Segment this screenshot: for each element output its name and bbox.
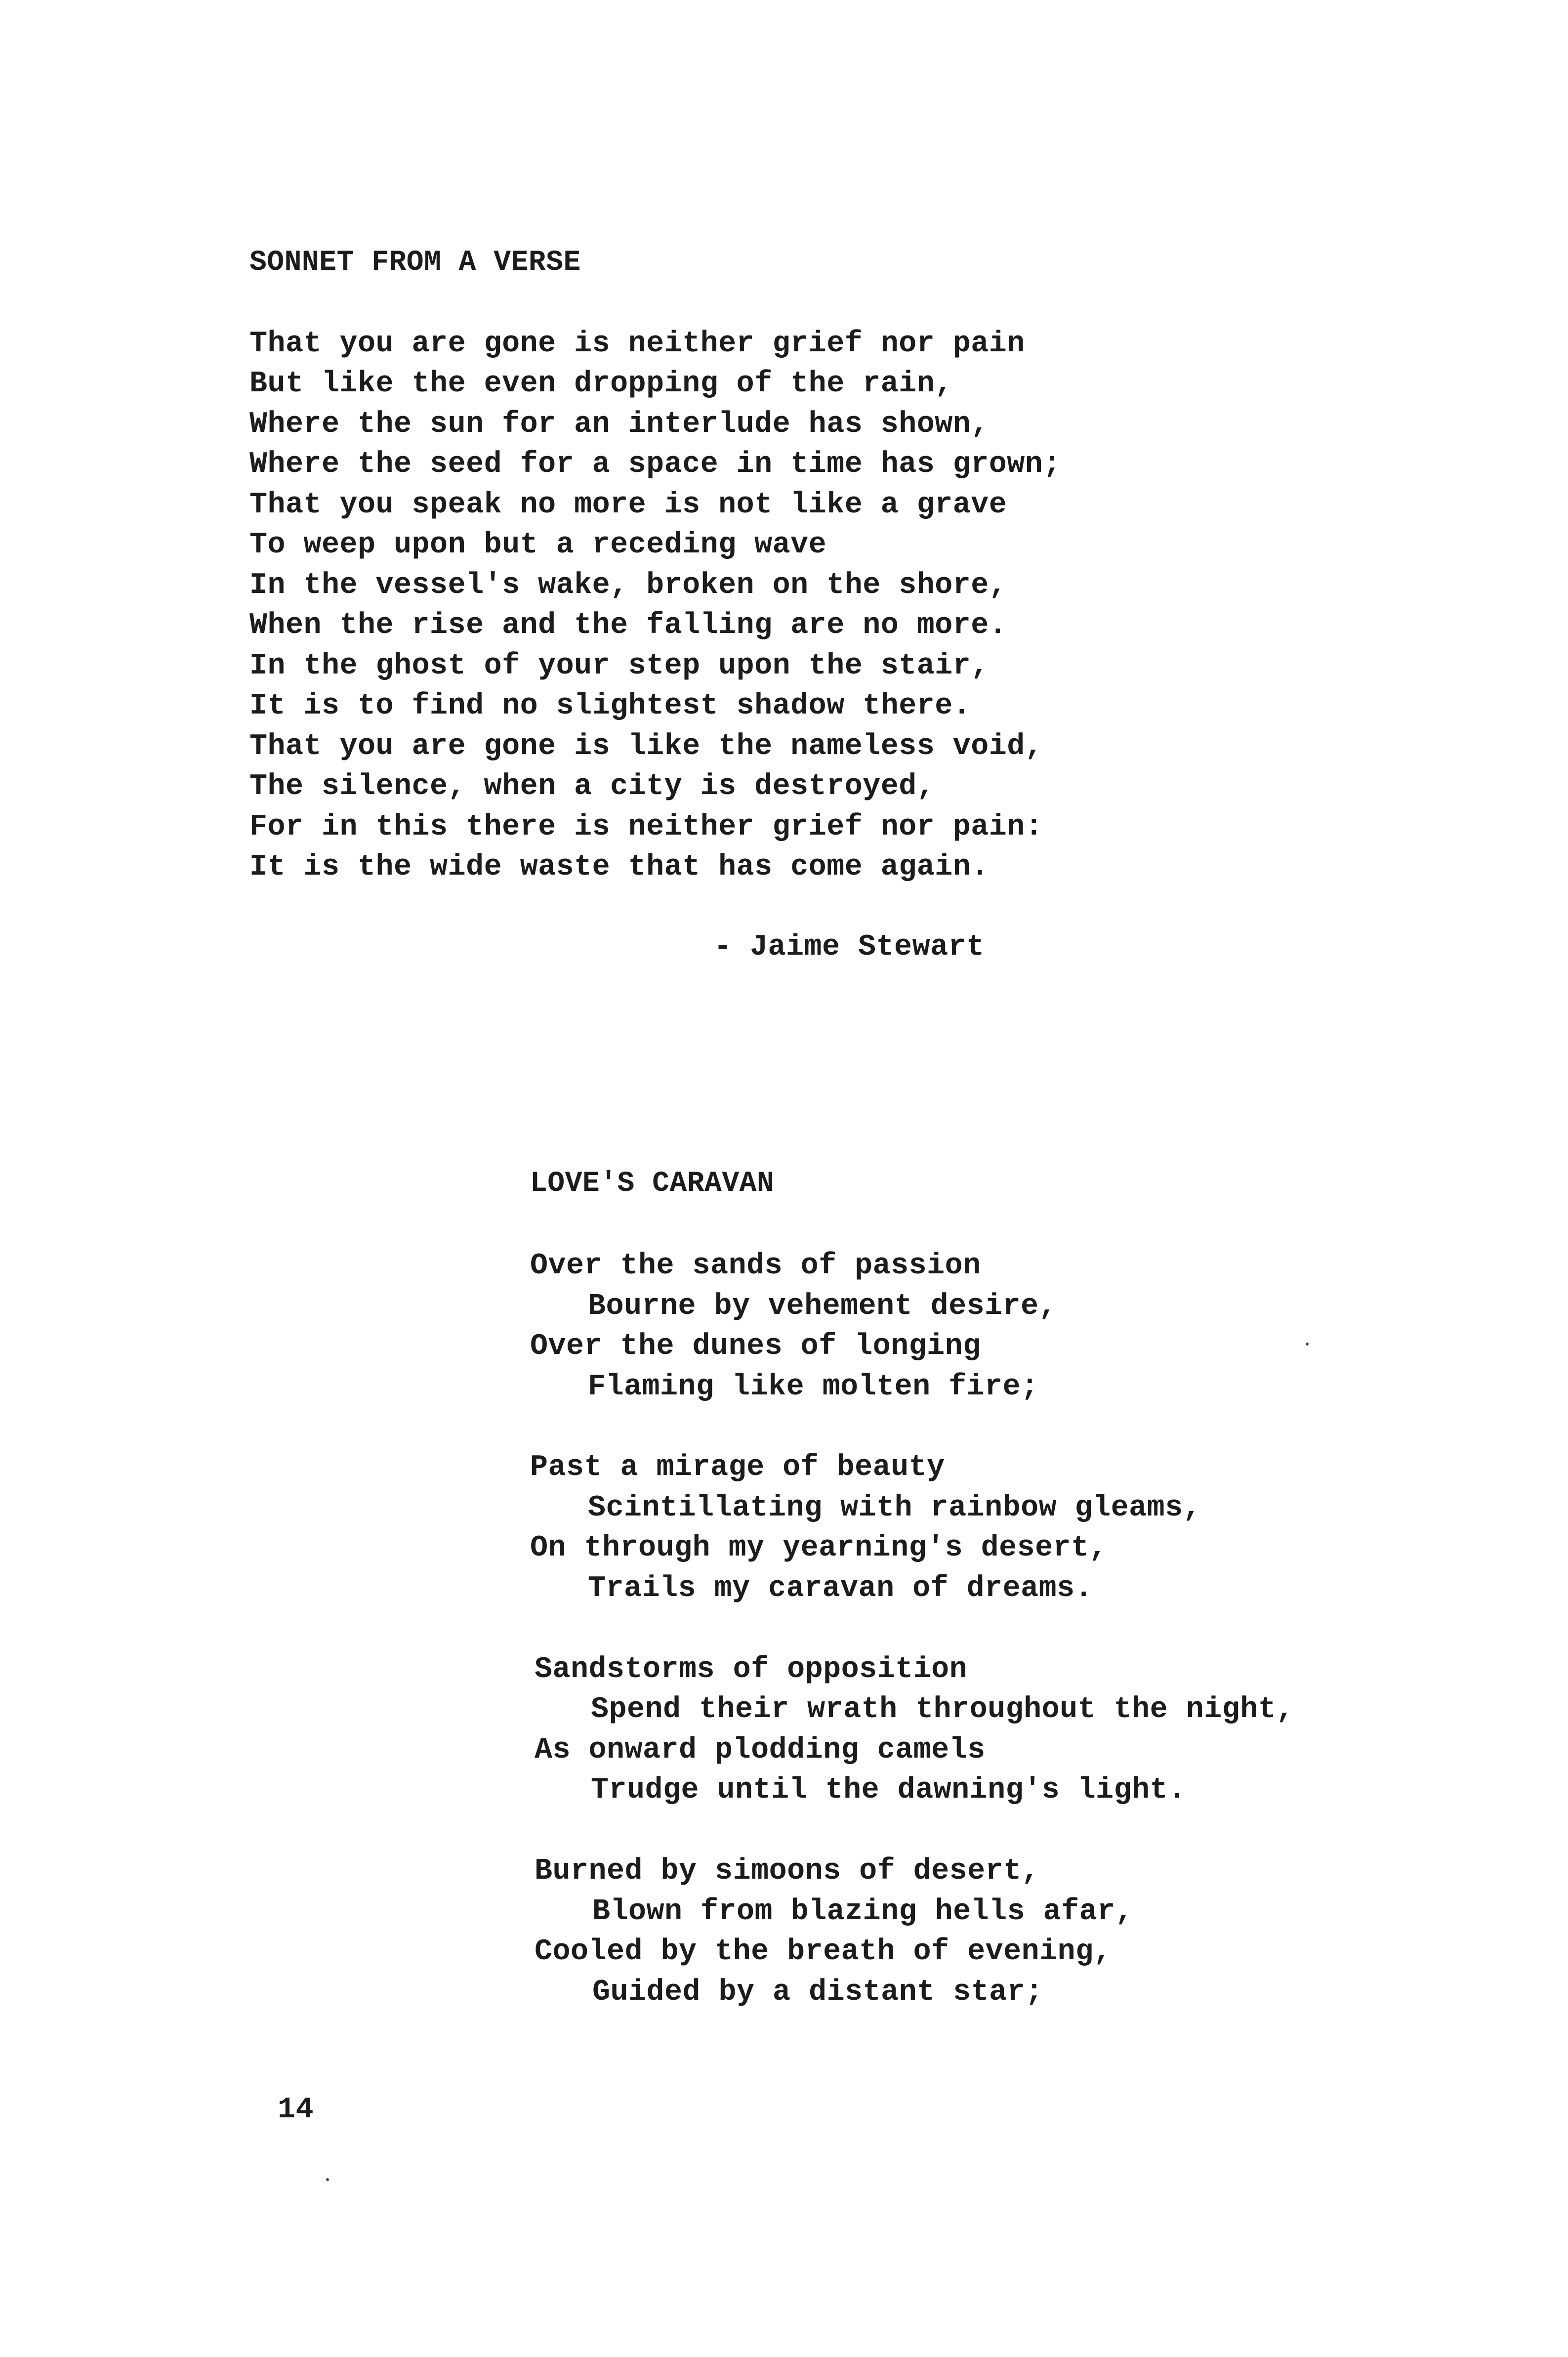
- poem-line: For in this there is neither grief nor pain:: [249, 810, 1043, 844]
- poem-line: That you are gone is neither grief nor pain: [249, 327, 1025, 361]
- poem-line: In the ghost of your step upon the stair,: [249, 649, 989, 683]
- poem-line: Spend their wrath throughout the night,: [591, 1693, 1294, 1726]
- poem-line: Bourne by vehement desire,: [588, 1290, 1057, 1323]
- poem-line: It is to find no slightest shadow there.: [249, 689, 971, 723]
- poem-line: The silence, when a city is destroyed,: [249, 770, 935, 803]
- poem-line: Blown from blazing hells afar,: [592, 1895, 1134, 1929]
- poem-line: Burned by simoons of desert,: [535, 1854, 1040, 1888]
- poem-line: Guided by a distant star;: [592, 1976, 1043, 2009]
- poem-line: Where the sun for an interlude has shown,: [249, 408, 989, 441]
- poem-line: Where the seed for a space in time has grown;: [249, 448, 1061, 481]
- poem-line: Past a mirage of beauty: [530, 1451, 945, 1484]
- poem-line: That you are gone is like the nameless void,: [249, 730, 1043, 763]
- poem-line: Cooled by the breath of evening,: [535, 1935, 1112, 1969]
- author-attribution: - Jaime Stewart: [714, 930, 985, 964]
- poem-line: Sandstorms of opposition: [535, 1653, 968, 1686]
- poem-line: Scintillating with rainbow gleams,: [588, 1491, 1201, 1525]
- scan-speck: [1306, 1343, 1309, 1346]
- scan-speck: [326, 2178, 329, 2181]
- poem-line: When the rise and the falling are no more.: [249, 609, 1007, 642]
- poem-line: That you speak no more is not like a grave: [249, 488, 1007, 522]
- page-number: 14: [278, 2093, 314, 2127]
- poem-line: Over the dunes of longing: [530, 1330, 981, 1363]
- poem-line: To weep upon but a receding wave: [249, 528, 827, 562]
- poem-line: It is the wide waste that has come again.: [249, 850, 989, 884]
- poem-title: SONNET FROM A VERSE: [249, 247, 581, 279]
- poem-line: Trails my caravan of dreams.: [588, 1572, 1093, 1605]
- poem-line: On through my yearning's desert,: [530, 1531, 1108, 1565]
- poem-line: As onward plodding camels: [535, 1733, 986, 1767]
- poem-line: Trudge until the dawning's light.: [591, 1773, 1186, 1807]
- poem-title: LOVE'S CARAVAN: [530, 1168, 775, 1200]
- poem-line: In the vessel's wake, broken on the shore,: [249, 569, 1007, 602]
- poem-line: But like the even dropping of the rain,: [249, 367, 953, 401]
- poem-line: Over the sands of passion: [530, 1249, 981, 1283]
- poem-line: Flaming like molten fire;: [588, 1370, 1039, 1404]
